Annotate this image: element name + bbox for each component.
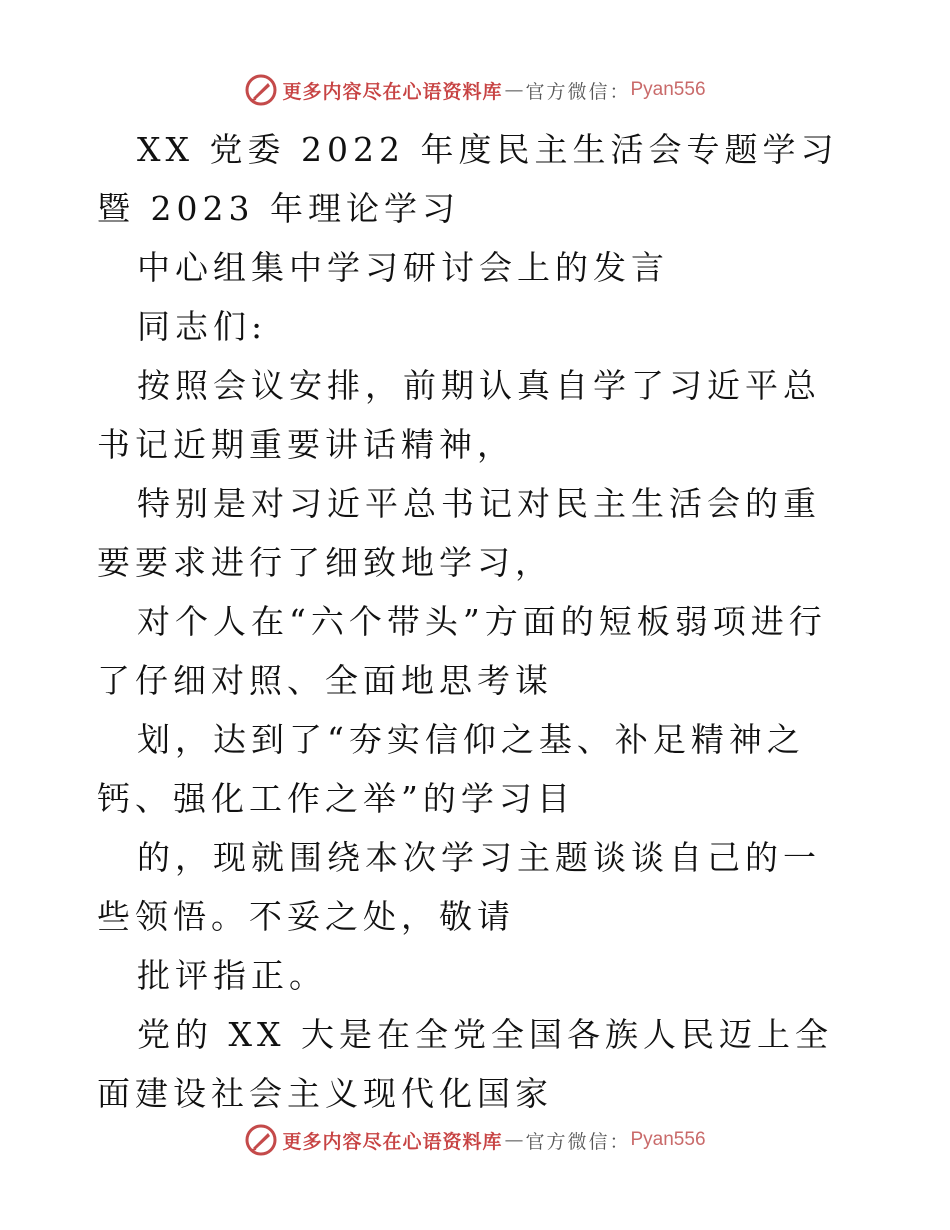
paragraph: 的，现就围绕本次学习主题谈谈自己的一些领悟。不妥之处，敬请	[97, 838, 821, 936]
watermark-label: 官方微信：	[525, 1130, 631, 1153]
paragraph: 党的 XX 大是在全党全国各族人民迈上全面建设社会主义现代化国家	[97, 1015, 833, 1113]
quill-circle-icon	[244, 1123, 278, 1157]
paragraph: 批评指正。	[137, 956, 327, 995]
watermark-label: 官方微信：	[525, 80, 631, 103]
paragraph: 特别是对习近平总书记对民主生活会的重要要求进行了细致地学习，	[97, 484, 821, 582]
watermark-site-name: 更多内容尽在心语资料库	[282, 80, 503, 103]
paragraph-subtitle: 中心组集中学习研讨会上的发言	[137, 248, 669, 287]
watermark-separator: —	[504, 1129, 524, 1151]
watermark-site-name: 更多内容尽在心语资料库	[282, 1130, 503, 1153]
watermark-header	[0, 70, 950, 110]
paragraph-title: XX 党委 2022 年度民主生活会专题学习暨 2023 年理论学习	[97, 130, 839, 228]
paragraph: 对个人在“六个带头”方面的短板弱项进行了仔细对照、全面地思考谋	[97, 602, 827, 700]
paragraph-salutation: 同志们:	[137, 307, 268, 346]
watermark-account: Pyan556	[630, 79, 706, 100]
paragraph: 按照会议安排，前期认真自学了习近平总书记近期重要讲话精神，	[97, 366, 821, 464]
document-body	[97, 120, 857, 1123]
watermark-separator: —	[504, 79, 524, 101]
watermark-footer	[0, 1120, 950, 1160]
paragraph: 划，达到了“夯实信仰之基、补足精神之钙、强化工作之举”的学习目	[97, 720, 805, 818]
watermark-account: Pyan556	[630, 1129, 706, 1150]
quill-circle-icon	[244, 73, 278, 107]
